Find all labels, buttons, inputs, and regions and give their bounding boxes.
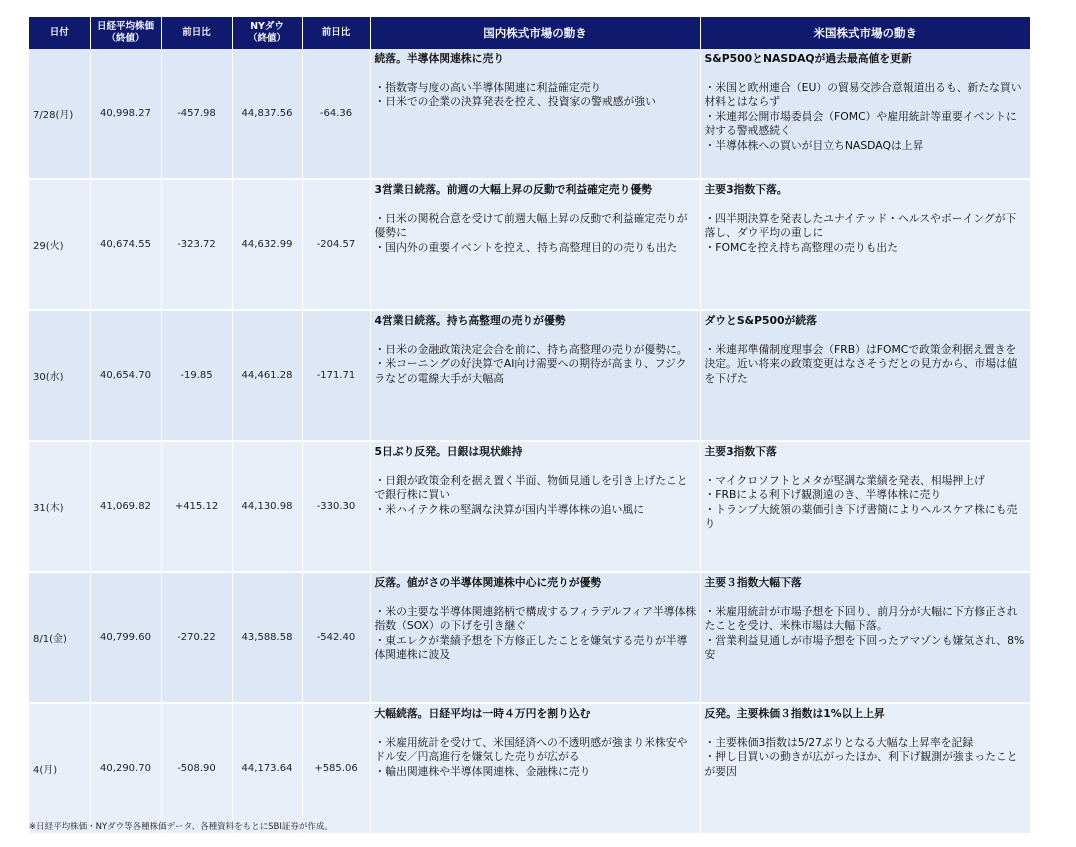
japan-headline: 5日ぶり反発。日銀は現状維持	[374, 445, 523, 458]
japan-headline: 反落。値がさの半導体関連株中心に売りが優勢	[374, 576, 602, 589]
nikkei-change: -270.22	[161, 572, 232, 703]
dow-change: -171.71	[302, 310, 370, 441]
nikkei-change: -323.72	[161, 179, 232, 310]
nikkei-change: -19.85	[161, 310, 232, 441]
us-line: ・米国と欧州連合（EU）の貿易交渉合意報道出るも、新たな買い材料とはならず	[704, 80, 1022, 108]
date-cell: 8/1(金)	[29, 572, 90, 703]
dow-close: 44,130.98	[232, 441, 302, 572]
header-date: 日付	[29, 17, 90, 49]
japan-line: ・米雇用統計を受けて、米国経済への不透明感が強まり米株安やドル安／円高進行を嫌気した売りが広がる	[374, 735, 688, 763]
header-nikkei-change: 前日比	[161, 17, 232, 49]
us-headline: 主要３指数大幅下落	[704, 576, 802, 589]
date-cell: 30(水)	[29, 310, 90, 441]
japan-market-cell	[370, 49, 700, 179]
nikkei-close: 40,654.70	[90, 310, 161, 441]
us-line: ・主要株価3指数は5/27ぶりとなる大幅な上昇率を記録	[704, 735, 974, 749]
us-market-cell	[700, 179, 1030, 310]
table-row	[29, 441, 1030, 572]
japan-line: ・国内外の重要イベントを控え、持ち高整理目的の売りも出た	[374, 240, 678, 254]
us-line: ・トランプ大統領の薬価引き下げ書簡によりヘルスケア株にも売り	[704, 502, 1018, 530]
table-row	[29, 310, 1030, 441]
japan-market-cell	[370, 310, 700, 441]
market-table	[29, 17, 1030, 835]
header-row	[29, 17, 1030, 49]
us-headline: 反発。主要株価３指数は1%以上上昇	[704, 707, 885, 720]
us-line: ・四半期決算を発表したユナイテッド・ヘルスやボーイングが下落し、ダウ平均の重しに	[704, 211, 1017, 239]
japan-headline: 大幅続落。日経平均は一時４万円を割り込む	[374, 707, 591, 720]
us-line: ・米連邦準備制度理事会（FRB）はFOMCで政策金利据え置きを決定。近い将来の政策変更はなさそうだとの見方から、市場は値を下げた	[704, 342, 1018, 385]
nikkei-close: 40,998.27	[90, 49, 161, 179]
japan-line: ・日米の金融政策決定会合を前に、持ち高整理の売りが優勢に。	[374, 342, 688, 356]
dow-change: -204.57	[302, 179, 370, 310]
dow-close: 44,461.28	[232, 310, 302, 441]
us-line: ・米雇用統計が市場予想を下回り、前月分が大幅に下方修正されたことを受け、米株市場は大幅下落。	[704, 604, 1018, 632]
nikkei-change: -457.98	[161, 49, 232, 179]
japan-headline: 続落。半導体関連株に売り	[374, 52, 505, 65]
header-nikkei-line2: （終値）	[106, 33, 145, 44]
nikkei-change: +415.12	[161, 441, 232, 572]
japan-headline: 4営業日続落。持ち高整理の売りが優勢	[374, 314, 566, 327]
footnote: ※日経平均株価・NYダウ等各種株価データ、各種資料をもとにSBI証券が作成。	[29, 822, 333, 832]
table-row	[29, 179, 1030, 310]
japan-line: ・輸出関連株や半導体関連株、金融株に売り	[374, 764, 591, 778]
japan-line: ・日銀が政策金利を据え置く半面、物価見通しを引き上げたことで銀行株に買い	[374, 473, 688, 501]
table-row	[29, 572, 1030, 703]
dow-change: -64.36	[302, 49, 370, 179]
header-dow-change: 前日比	[302, 17, 370, 49]
dow-close: 44,173.64	[232, 703, 302, 834]
nikkei-change: -508.90	[161, 703, 232, 834]
header-japan: 国内株式市場の動き	[370, 17, 700, 49]
dow-close: 44,632.99	[232, 179, 302, 310]
us-line: ・半導体株への買いが目立ちNASDAQは上昇	[704, 138, 924, 152]
japan-headline: 3営業日続落。前週の大幅上昇の反動で利益確定売り優勢	[374, 183, 652, 196]
nikkei-close: 40,290.70	[90, 703, 161, 834]
date-cell: 31(木)	[29, 441, 90, 572]
header-dow	[232, 17, 302, 49]
us-line: ・営業利益見通しが市場予想を下回ったアマゾンも嫌気され、8%安	[704, 633, 1025, 661]
date-cell: 7/28(月)	[29, 49, 90, 179]
table-row	[29, 49, 1030, 179]
us-headline: 主要3指数下落。	[704, 183, 788, 196]
us-market-cell	[700, 49, 1030, 179]
japan-line: ・米ハイテク株の堅調な決算が国内半導体株の追い風に	[374, 502, 644, 516]
japan-line: ・日米の関税合意を受けて前週大幅上昇の反動で利益確定売りが優勢に	[374, 211, 688, 239]
header-us: 米国株式市場の動き	[700, 17, 1030, 49]
japan-market-cell	[370, 703, 700, 834]
header-dow-line1: NYダウ	[250, 21, 284, 33]
nikkei-close: 40,799.60	[90, 572, 161, 703]
us-market-cell	[700, 572, 1030, 703]
header-dow-line2: （終値）	[247, 33, 286, 44]
us-line: ・FOMCを控え持ち高整理の売りも出た	[704, 240, 899, 254]
dow-change: -330.30	[302, 441, 370, 572]
date-cell: 29(火)	[29, 179, 90, 310]
header-nikkei-line1: 日経平均株価	[96, 21, 154, 33]
dow-close: 43,588.58	[232, 572, 302, 703]
dow-close: 44,837.56	[232, 49, 302, 179]
us-market-cell	[700, 703, 1030, 834]
japan-line: ・米の主要な半導体関連銘柄で構成するフィラデルフィア半導体株指数（SOX）の下げを引き継ぐ	[374, 604, 697, 632]
header-nikkei	[90, 17, 161, 49]
nikkei-close: 41,069.82	[90, 441, 161, 572]
japan-line: ・日米での企業の決算発表を控え、投資家の警戒感が強い	[374, 95, 656, 108]
us-line: ・米連邦公開市場委員会（FOMC）や雇用統計等重要イベントに対する警戒感続く	[704, 109, 1017, 137]
dow-change: -542.40	[302, 572, 370, 703]
nikkei-close: 40,674.55	[90, 179, 161, 310]
us-headline: ダウとS&P500が続落	[704, 314, 817, 327]
us-market-cell	[700, 441, 1030, 572]
us-market-cell	[700, 310, 1030, 441]
us-line: ・マイクロソフトとメタが堅調な業績を発表、相場押上げ	[704, 473, 985, 487]
japan-line: ・東エレクが業績予想を下方修正したことを嫌気する売りが半導体関連株に波及	[374, 633, 688, 661]
japan-market-cell	[370, 179, 700, 310]
us-headline: S&P500とNASDAQが過去最高値を更新	[704, 52, 912, 65]
us-line: ・押し目買いの動きが広がったほか、利下げ観測が強まったことが要因	[704, 750, 1018, 778]
dow-change: +585.06	[302, 703, 370, 834]
us-line: ・FRBによる利下げ観測遠のき、半導体株に売り	[704, 488, 942, 501]
japan-line: ・指数寄与度の高い半導体関連に利益確定売り	[374, 80, 602, 94]
japan-line: ・米コーニングの好決算でAI向け需要への期待が高まり、フジクラなどの電線大手が大幅高	[374, 357, 687, 385]
us-headline: 主要3指数下落	[704, 445, 777, 458]
japan-market-cell	[370, 572, 700, 703]
japan-market-cell	[370, 441, 700, 572]
date-cell: 4(月)	[29, 703, 90, 834]
table-row	[29, 703, 1030, 834]
